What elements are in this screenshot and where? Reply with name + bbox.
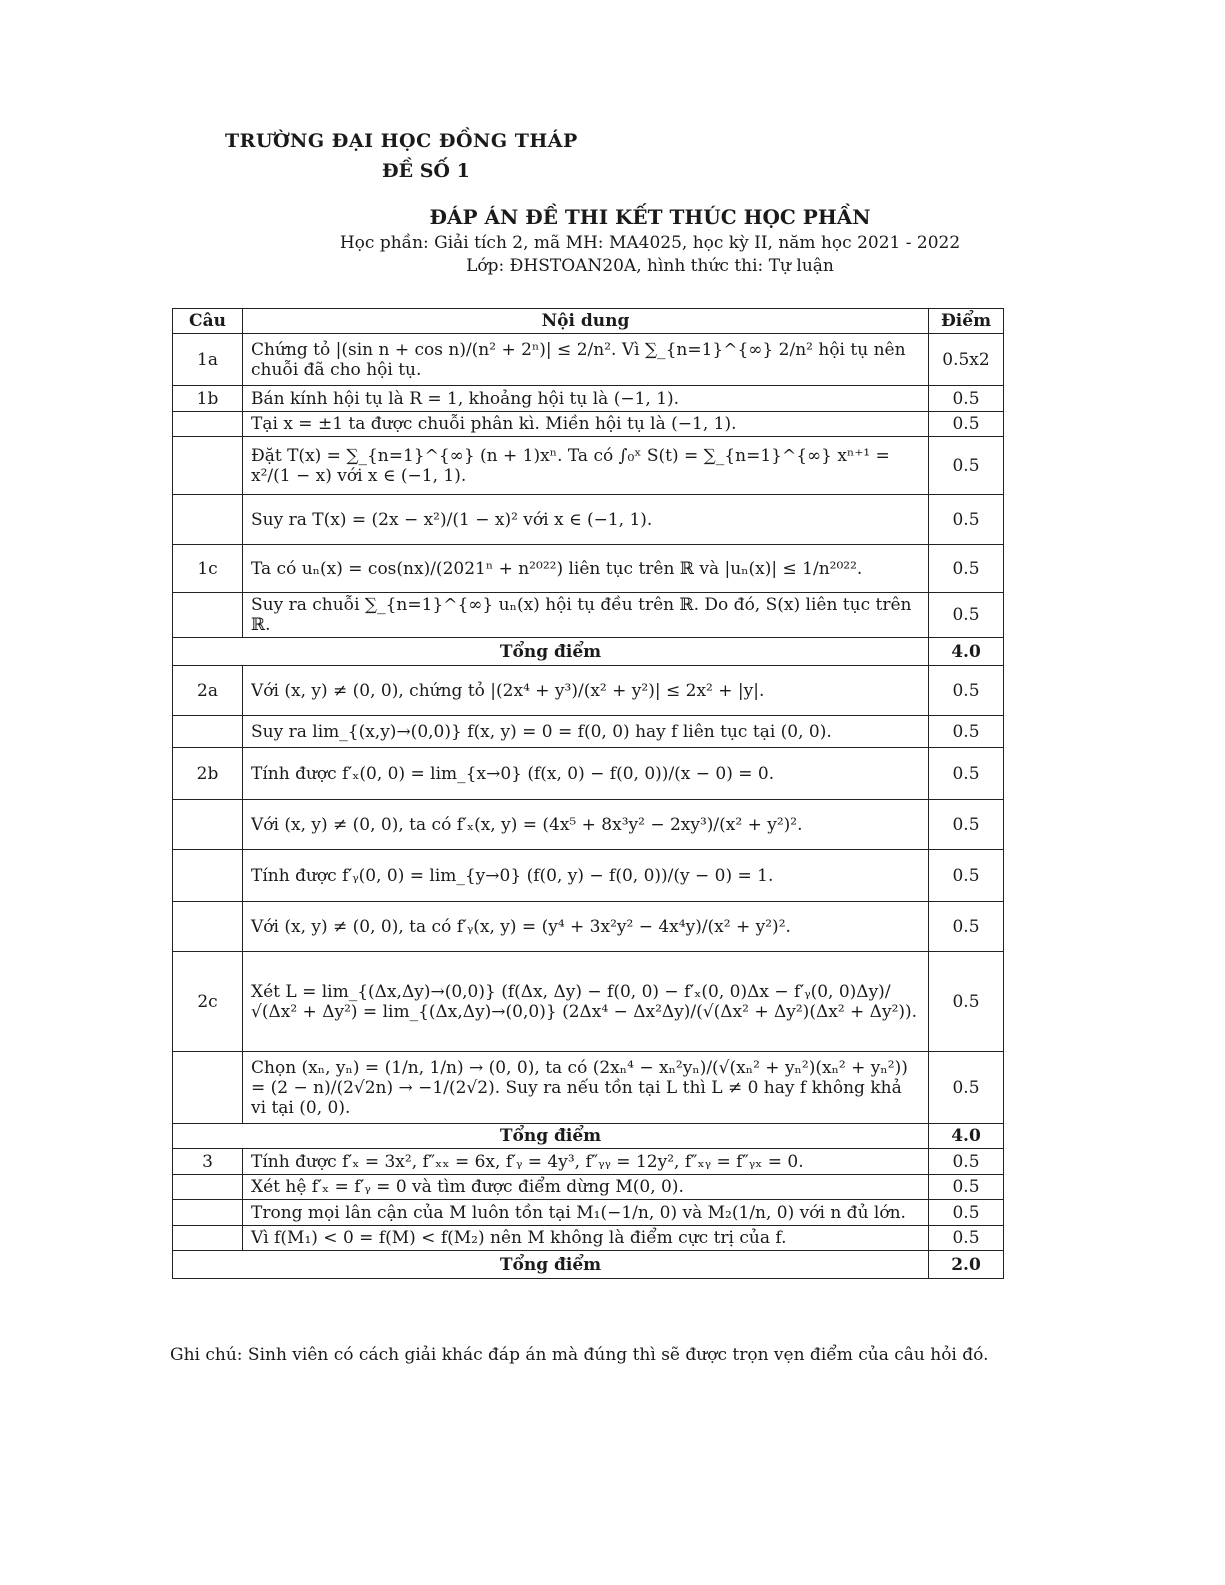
score: 0.5 [929, 593, 1004, 638]
total-score: 2.0 [929, 1251, 1004, 1279]
answer-content: Với (x, y) ≠ (0, 0), ta có f′ᵧ(x, y) = (y⁴ + 3x²y² − 4x⁴y)/(x² + y²)². [243, 902, 929, 952]
score: 0.5x2 [929, 334, 1004, 386]
question-label: 1c [173, 545, 243, 593]
university-name: TRƯỜNG ĐẠI HỌC ĐỒNG THÁP [225, 130, 578, 152]
answer-table [172, 308, 1004, 1279]
question-label [173, 495, 243, 545]
score: 0.5 [929, 437, 1004, 495]
score: 0.5 [929, 495, 1004, 545]
question-label [173, 850, 243, 902]
table-row [173, 748, 1004, 800]
table-row [173, 1052, 1004, 1124]
answer-content: Với (x, y) ≠ (0, 0), ta có f′ₓ(x, y) = (4x⁵ + 8x³y² − 2xy³)/(x² + y²)². [243, 800, 929, 850]
question-label [173, 1200, 243, 1226]
total-score: 4.0 [929, 638, 1004, 666]
table-row [173, 437, 1004, 495]
question-label: 3 [173, 1149, 243, 1175]
table-row [173, 334, 1004, 386]
question-label [173, 1226, 243, 1251]
answer-content: Xét L = lim_{(Δx,Δy)→(0,0)} (f(Δx, Δy) − f(0, 0) − f′ₓ(0, 0)Δx − f′ᵧ(0, 0)Δy)/√(Δx² + Δy²) = lim_{(Δx,Δy)→(0,0)} (2Δx⁴ − Δx²Δy)/(√(Δx² + Δy²)(Δx² + Δy²)). [243, 952, 929, 1052]
header-content: Nội dung [243, 309, 929, 334]
answer-content: Suy ra T(x) = (2x − x²)/(1 − x)² với x ∈ (−1, 1). [243, 495, 929, 545]
total-row [173, 638, 1004, 666]
score: 0.5 [929, 716, 1004, 748]
total-score: 4.0 [929, 1124, 1004, 1149]
score: 0.5 [929, 902, 1004, 952]
answer-content: Vì f(M₁) < 0 = f(M) < f(M₂) nên M không là điểm cực trị của f. [243, 1226, 929, 1251]
question-label: 2b [173, 748, 243, 800]
total-label: Tổng điểm [173, 1251, 929, 1279]
answer-content: Trong mọi lân cận của M luôn tồn tại M₁(−1/n, 0) và M₂(1/n, 0) với n đủ lớn. [243, 1200, 929, 1226]
document-title: ĐÁP ÁN ĐỀ THI KẾT THÚC HỌC PHẦN [429, 205, 871, 229]
course-line: Học phần: Giải tích 2, mã MH: MA4025, học kỳ II, năm học 2021 - 2022 [339, 233, 961, 253]
question-label [173, 593, 243, 638]
table-row [173, 902, 1004, 952]
answer-content: Bán kính hội tụ là R = 1, khoảng hội tụ là (−1, 1). [243, 386, 929, 412]
answer-content: Tính được f′ₓ = 3x², f″ₓₓ = 6x, f′ᵧ = 4y³, f″ᵧᵧ = 12y², f″ₓᵧ = f″ᵧₓ = 0. [243, 1149, 929, 1175]
question-label [173, 1052, 243, 1124]
answer-content: Suy ra chuỗi ∑_{n=1}^{∞} uₙ(x) hội tụ đều trên ℝ. Do đó, S(x) liên tục trên ℝ. [243, 593, 929, 638]
score: 0.5 [929, 952, 1004, 1052]
table-row [173, 1149, 1004, 1175]
answer-content: Đặt T(x) = ∑_{n=1}^{∞} (n + 1)xⁿ. Ta có ∫₀ˣ S(t) = ∑_{n=1}^{∞} xⁿ⁺¹ = x²/(1 − x) với x ∈ (−1, 1). [243, 437, 929, 495]
table-row [173, 800, 1004, 850]
question-label [173, 437, 243, 495]
table-row [173, 386, 1004, 412]
answer-content: Xét hệ f′ₓ = f′ᵧ = 0 và tìm được điểm dừng M(0, 0). [243, 1175, 929, 1200]
table-row [173, 1200, 1004, 1226]
answer-content: Với (x, y) ≠ (0, 0), chứng tỏ |(2x⁴ + y³)/(x² + y²)| ≤ 2x² + |y|. [243, 666, 929, 716]
total-label: Tổng điểm [173, 1124, 929, 1149]
score: 0.5 [929, 1226, 1004, 1251]
exam-number: ĐỀ SỐ 1 [382, 160, 470, 182]
question-label: 2a [173, 666, 243, 716]
question-label: 2c [173, 952, 243, 1052]
score: 0.5 [929, 748, 1004, 800]
score: 0.5 [929, 545, 1004, 593]
answer-content: Chọn (xₙ, yₙ) = (1/n, 1/n) → (0, 0), ta có (2xₙ⁴ − xₙ²yₙ)/(√(xₙ² + yₙ²)(xₙ² + yₙ²)) = (2 − n)/(2√2n) → −1/(2√2). Suy ra nếu tồn tại L thì L ≠ 0 hay f không khả vi tại (0, 0). [243, 1052, 929, 1124]
total-row [173, 1251, 1004, 1279]
score: 0.5 [929, 386, 1004, 412]
total-label: Tổng điểm [173, 638, 929, 666]
table-row [173, 1226, 1004, 1251]
answer-content: Tính được f′ᵧ(0, 0) = lim_{y→0} (f(0, y) − f(0, 0))/(y − 0) = 1. [243, 850, 929, 902]
total-row [173, 1124, 1004, 1149]
table-row [173, 593, 1004, 638]
question-label: 1a [173, 334, 243, 386]
table-row [173, 952, 1004, 1052]
answer-content: Tại x = ±1 ta được chuỗi phân kì. Miền hội tụ là (−1, 1). [243, 412, 929, 437]
score: 0.5 [929, 850, 1004, 902]
question-label [173, 412, 243, 437]
score: 0.5 [929, 1052, 1004, 1124]
score: 0.5 [929, 1149, 1004, 1175]
table-header-row [173, 309, 1004, 334]
score: 0.5 [929, 666, 1004, 716]
table-row [173, 495, 1004, 545]
table-row [173, 850, 1004, 902]
table-row [173, 412, 1004, 437]
answer-content: Tính được f′ₓ(0, 0) = lim_{x→0} (f(x, 0) − f(0, 0))/(x − 0) = 0. [243, 748, 929, 800]
footnote: Ghi chú: Sinh viên có cách giải khác đáp án mà đúng thì sẽ được trọn vẹn điểm của câu hỏi đó. [170, 1345, 989, 1365]
table-row [173, 716, 1004, 748]
answer-content: Ta có uₙ(x) = cos(nx)/(2021ⁿ + n²⁰²²) liên tục trên ℝ và |uₙ(x)| ≤ 1/n²⁰²². [243, 545, 929, 593]
question-label [173, 800, 243, 850]
question-label [173, 902, 243, 952]
header-diem: Điểm [929, 309, 1004, 334]
question-label [173, 716, 243, 748]
table-row [173, 1175, 1004, 1200]
question-label [173, 1175, 243, 1200]
header-cau: Câu [173, 309, 243, 334]
class-line: Lớp: ĐHSTOAN20A, hình thức thi: Tự luận [466, 256, 834, 276]
question-label: 1b [173, 386, 243, 412]
answer-content: Suy ra lim_{(x,y)→(0,0)} f(x, y) = 0 = f(0, 0) hay f liên tục tại (0, 0). [243, 716, 929, 748]
score: 0.5 [929, 412, 1004, 437]
table-row [173, 545, 1004, 593]
score: 0.5 [929, 1200, 1004, 1226]
answer-content: Chứng tỏ |(sin n + cos n)/(n² + 2ⁿ)| ≤ 2/n². Vì ∑_{n=1}^{∞} 2/n² hội tụ nên chuỗi đã cho hội tụ. [243, 334, 929, 386]
score: 0.5 [929, 1175, 1004, 1200]
table-row [173, 666, 1004, 716]
score: 0.5 [929, 800, 1004, 850]
